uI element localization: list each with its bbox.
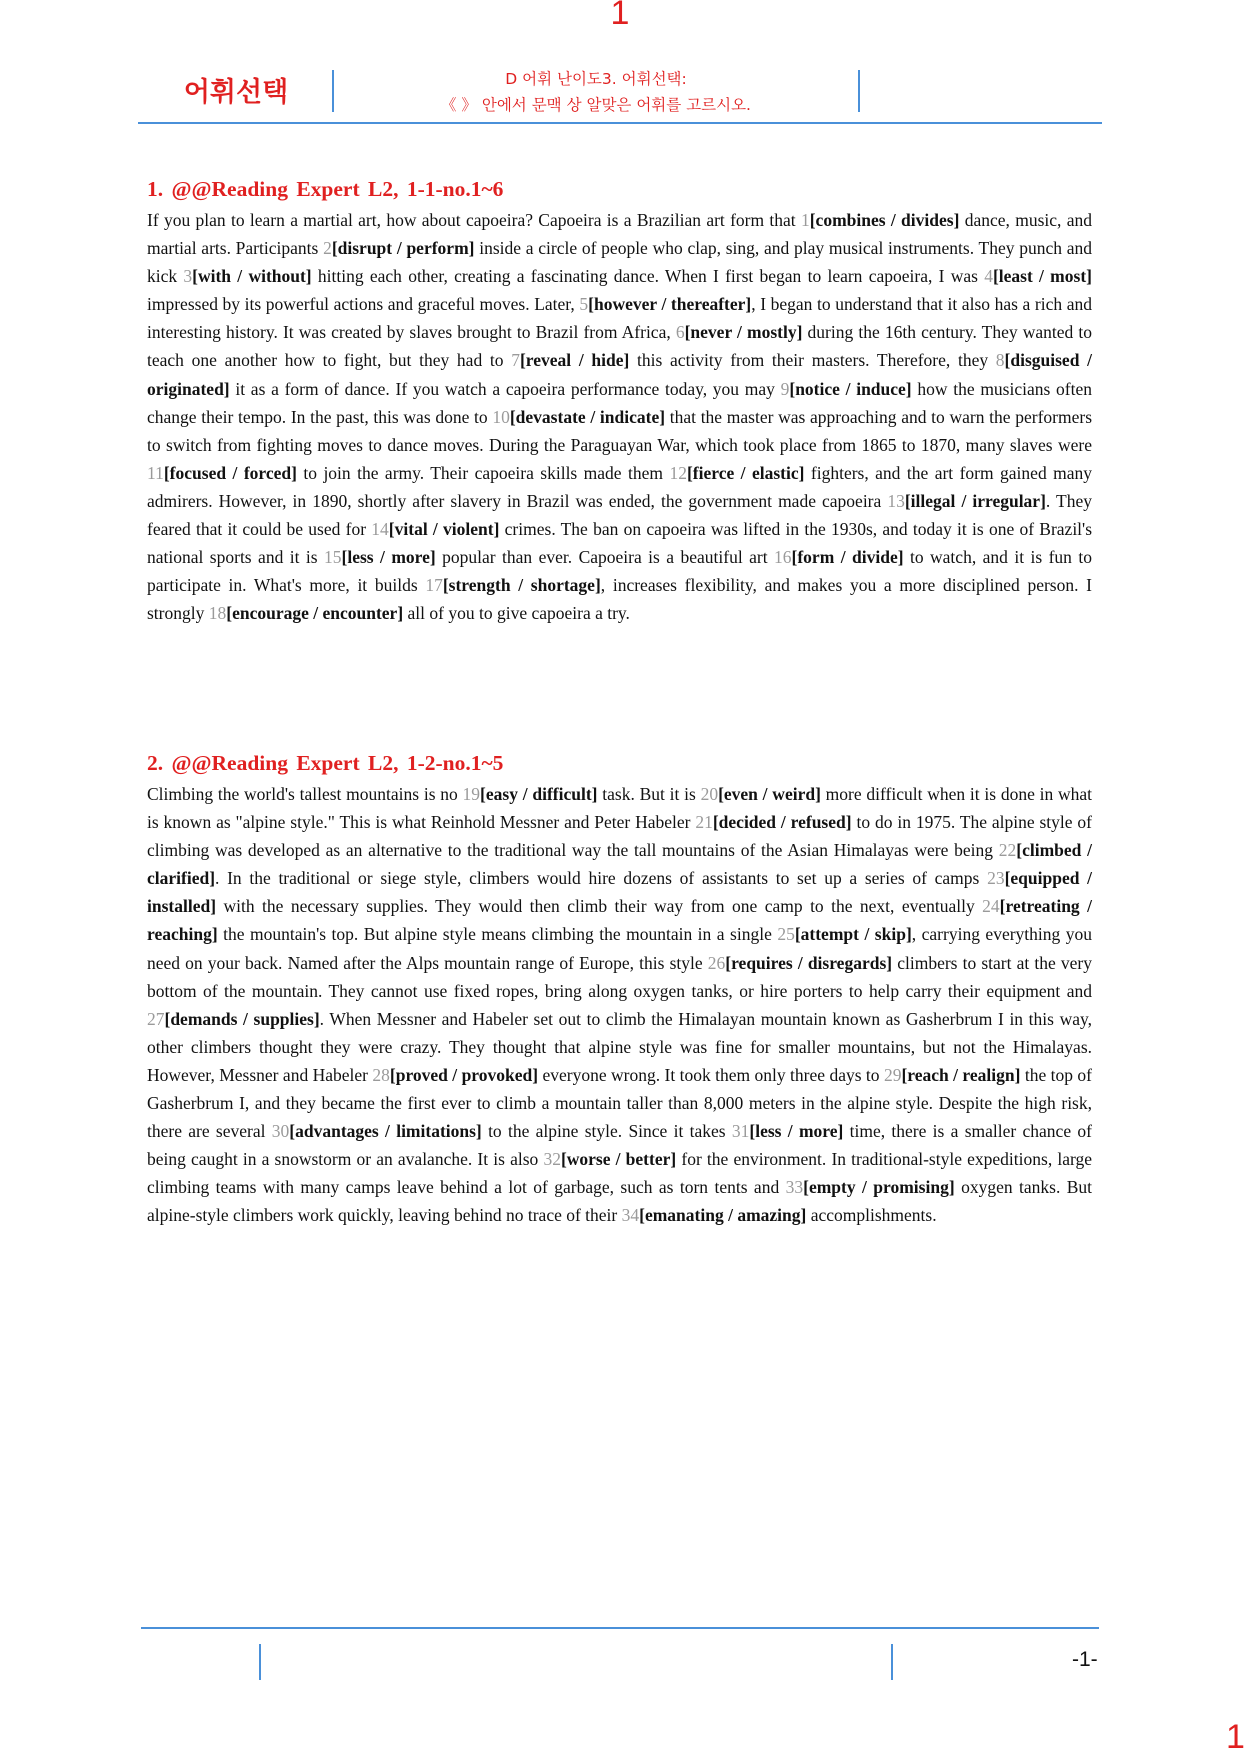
question-number: 25 — [777, 924, 795, 945]
instruction-line-1: D 어휘 난이도3. 어휘선택: — [505, 70, 687, 88]
vocab-question-27 — [147, 1009, 320, 1029]
passage-text: all of you to give capoeira a try. — [403, 603, 630, 624]
vocab-question-34 — [622, 1205, 807, 1225]
passage-text: this activity from their masters. Therefore, they — [629, 350, 996, 371]
question-number: 34 — [621, 1205, 640, 1226]
passage-text: to watch, and it is fun to participate in. What's more, it builds — [147, 547, 1092, 596]
answer-options: [never / mostly] — [684, 322, 803, 343]
footer-divider — [891, 1644, 893, 1680]
vocab-question-29 — [884, 1065, 1020, 1085]
question-number: 12 — [669, 462, 687, 483]
vocab-question-6 — [676, 322, 803, 342]
answer-options: [vital / violent] — [388, 519, 500, 540]
question-number: 19 — [462, 784, 481, 804]
vocab-question-18 — [209, 603, 403, 623]
question-number: 15 — [324, 547, 342, 568]
question-number: 26 — [707, 952, 726, 973]
header-title: 어휘선택 — [183, 77, 289, 108]
answer-options: [equipped / installed] — [147, 868, 1093, 917]
footer-page-number: -1- — [1072, 1648, 1098, 1671]
vocab-question-4 — [984, 266, 1092, 286]
answer-options: [attempt / skip] — [794, 924, 912, 945]
passage-text: task. But it is — [597, 784, 701, 804]
footer-rule — [141, 1627, 1099, 1629]
vocab-question-15 — [324, 547, 436, 567]
question-number: 1 — [800, 210, 810, 230]
passage-text: to do in 1975. The alpine style of climbing was developed as an alternative to the traditional way the tall mountains of the Asian Himalayas were being — [147, 812, 1092, 861]
answer-options: [notice / induce] — [789, 378, 912, 399]
answer-options: [disrupt / perform] — [331, 238, 475, 259]
answer-options: [least / most] — [992, 266, 1092, 287]
question-number: 7 — [511, 350, 520, 371]
question-number: 30 — [271, 1121, 290, 1142]
answer-options: [even / weird] — [718, 784, 821, 804]
answer-options: [advantages / limitations] — [289, 1121, 482, 1142]
vocab-question-13 — [887, 491, 1046, 511]
passage-text: oxygen tanks. But alpine-style climbers work quickly, leaving behind no trace of their — [147, 1177, 1093, 1226]
question-number: 28 — [372, 1064, 390, 1085]
vocab-question-20 — [701, 784, 821, 804]
question-number: 2 — [323, 238, 332, 259]
question-number: 21 — [695, 812, 713, 833]
answer-options: [requires / disregards] — [725, 952, 893, 973]
vocab-question-9 — [781, 379, 912, 399]
answer-options: [devastate / indicate] — [509, 406, 666, 427]
answer-options: [fierce / elastic] — [686, 462, 805, 483]
vocab-question-10 — [492, 407, 665, 427]
vocab-question-21 — [695, 812, 851, 832]
question-number: 16 — [774, 547, 792, 568]
answer-options: [however / thereafter] — [588, 294, 752, 315]
vocab-question-1 — [801, 210, 959, 230]
passage-text: the top of Gasherbrum I, and they became the first ever to climb a mountain taller than 8,000 meters in the alpine style. Despite the high risk, there are several — [147, 1064, 1092, 1142]
question-number: 5 — [579, 294, 589, 315]
question-number: 31 — [731, 1121, 750, 1142]
answer-options: [less / more] — [749, 1121, 844, 1142]
question-number: 27 — [147, 1008, 165, 1029]
passage-text: If you plan to learn a martial art, how about capoeira? Capoeira is a Brazilian art form that — [147, 210, 801, 230]
header-instruction — [336, 66, 856, 118]
answer-options: [demands / supplies] — [164, 1008, 320, 1029]
passage-text: , I began to understand that it also has a rich and interesting history. It was created by slaves brought to Brazil from Africa, — [147, 294, 1092, 343]
passage-text: popular than ever. Capoeira is a beautiful art — [435, 547, 775, 568]
question-number: 17 — [425, 575, 443, 596]
vocab-question-12 — [669, 463, 804, 483]
passage-text: . When Messner and Habeler set out to climb the Himalayan mountain known as Gasherbrum I in this way, other climbers thought they were crazy. They thought that alpine style was fine for smaller mountains, but not the Himalayas. However, Messner and Habeler — [147, 1008, 1092, 1085]
answer-options: [less / more] — [341, 547, 436, 568]
question-number: 13 — [887, 490, 905, 511]
passage-text: crimes. The ban on capoeira was lifted in the 1930s, and today it is one of Brazil's national sports and it is — [147, 519, 1093, 568]
vocab-question-32 — [543, 1149, 676, 1169]
vocab-question-31 — [732, 1121, 843, 1141]
answer-options: [strength / shortage] — [442, 575, 601, 596]
answer-options: [climbed / clarified] — [147, 840, 1092, 889]
question-number: 20 — [700, 784, 719, 804]
passage-text: , carrying everything you need on your back. Named after the Alps mountain range of Europe, this style — [147, 924, 1093, 973]
passage-text: time, there is a smaller chance of being caught in a snowstorm or an avalanche. It is also — [147, 1121, 1092, 1170]
header-divider — [332, 70, 334, 112]
vocab-question-5 — [579, 294, 751, 314]
vocab-question-17 — [425, 575, 600, 595]
passage — [147, 780, 1092, 1230]
passage-text: . In the traditional or siege style, climbers would hire dozens of assistants to set up a series of camps — [215, 868, 988, 889]
answer-options: [disguised / originated] — [147, 350, 1092, 399]
passage-text: more difficult when it is done in what is known as "alpine style." This is what Reinhold Messner and Peter Habeler — [147, 784, 1092, 833]
question-number: 29 — [883, 1064, 902, 1085]
question-number: 11 — [147, 462, 164, 483]
vocab-question-11 — [147, 463, 297, 483]
vocab-question-26 — [708, 953, 892, 973]
question-number: 14 — [371, 519, 389, 540]
vocab-question-7 — [511, 350, 629, 370]
question-number: 18 — [208, 603, 227, 624]
section-title: 1. @@Reading Expert L2, 1-1-no.1~6 — [147, 177, 504, 201]
answer-options: [reach / realign] — [901, 1064, 1021, 1085]
answer-options: [reveal / hide] — [519, 350, 630, 371]
question-number: 10 — [492, 406, 510, 427]
question-number: 6 — [675, 322, 685, 343]
header-divider — [858, 70, 860, 112]
answer-options: [emanating / amazing] — [639, 1205, 807, 1226]
question-number: 8 — [995, 350, 1005, 371]
answer-options: [form / divide] — [791, 547, 904, 568]
section-1 — [147, 174, 1092, 627]
question-number: 32 — [543, 1149, 561, 1170]
vocab-question-14 — [371, 519, 499, 539]
passage-text: , increases flexibility, and makes you a more disciplined person. I strongly — [147, 575, 1092, 624]
passage-text: Climbing the world's tallest mountains is no — [147, 784, 463, 804]
answer-options: [easy / difficult] — [480, 784, 598, 804]
top-page-number: 1 — [610, 0, 630, 32]
question-number: 3 — [183, 266, 193, 287]
question-number: 9 — [780, 378, 790, 399]
question-number: 24 — [982, 896, 1000, 917]
passage-text: fighters, and the art form gained many admirers. However, in 1890, shortly after slavery in Brazil was ended, the government made capoeira — [147, 462, 1093, 511]
passage-text: accomplishments. — [806, 1205, 937, 1226]
vocab-question-33 — [786, 1177, 955, 1197]
vocab-question-28 — [372, 1065, 538, 1085]
answer-options: [worse / better] — [560, 1149, 677, 1170]
passage-text: inside a circle of people who clap, sing, and play musical instruments. They punch and kick — [147, 238, 1092, 287]
passage-text: during the 16th century. They wanted to teach one another how to fight, but they had to — [147, 322, 1092, 371]
passage — [147, 206, 1092, 627]
answer-options: [proved / provoked] — [389, 1064, 539, 1085]
answer-options: [with / without] — [192, 266, 312, 287]
answer-options: [illegal / irregular] — [904, 490, 1046, 511]
answer-options: [retreating / reaching] — [147, 896, 1092, 945]
answer-options: [encourage / encounter] — [226, 603, 404, 624]
passage-text: climbers to start at the very bottom of the mountain. They cannot use fixed ropes, bring along oxygen tanks, or hire porters to help carry their equipment and — [147, 952, 1093, 1001]
passage-text: how the musicians often change their tempo. In the past, this was done to — [147, 378, 1092, 427]
instruction-line-2: 《 》 안에서 문맥 상 알맞은 어휘를 고르시오. — [441, 96, 751, 114]
vocab-question-25 — [777, 924, 911, 944]
question-number: 33 — [785, 1177, 804, 1198]
passage-text: with the necessary supplies. They would then climb their way from one camp to the next, eventually — [216, 896, 983, 917]
answer-options: [combines / divides] — [809, 210, 960, 230]
section-2 — [147, 748, 1092, 1230]
answer-options: [decided / refused] — [712, 812, 852, 833]
answer-options: [focused / forced] — [163, 462, 297, 483]
passage-text: impressed by its powerful actions and graceful moves. Later, — [147, 294, 580, 315]
vocab-question-16 — [774, 547, 904, 567]
question-number: 22 — [998, 840, 1017, 861]
answer-options: [empty / promising] — [803, 1177, 955, 1198]
section-title: 2. @@Reading Expert L2, 1-2-no.1~5 — [147, 751, 504, 775]
passage-text: to the alpine style. Since it takes — [481, 1121, 732, 1142]
passage-text: for the environment. In traditional-style expeditions, large climbing teams with many camps leave behind a lot of garbage, such as torn tents and — [147, 1149, 1093, 1198]
vocab-question-19 — [463, 784, 598, 804]
worksheet-header — [138, 62, 1102, 124]
footer-divider — [259, 1644, 261, 1680]
passage-text: the mountain's top. But alpine style means climbing the mountain in a single — [217, 924, 778, 945]
passage-text: to join the army. Their capoeira skills made them — [296, 462, 670, 483]
passage-text: . They feared that it could be used for — [147, 490, 1092, 540]
passage-text: it as a form of dance. If you watch a capoeira performance today, you may — [229, 378, 781, 399]
vocab-question-2 — [323, 238, 474, 258]
passage-text: hitting each other, creating a fascinating dance. When I first began to learn capoeira, I was — [311, 266, 985, 287]
passage-text: dance, music, and martial arts. Participants — [147, 210, 1092, 259]
corner-page-number: 1 — [1226, 1718, 1245, 1756]
vocab-question-30 — [272, 1121, 482, 1141]
question-number: 23 — [987, 868, 1005, 889]
question-number: 4 — [984, 266, 993, 287]
passage-text: that the master was approaching and to warn the performers to switch from fighting moves to dance moves. During the Paraguayan War, which took place from 1865 to 1870, many slaves were — [147, 406, 1093, 455]
vocab-question-3 — [183, 266, 311, 286]
passage-text: everyone wrong. It took them only three days to — [538, 1064, 884, 1085]
